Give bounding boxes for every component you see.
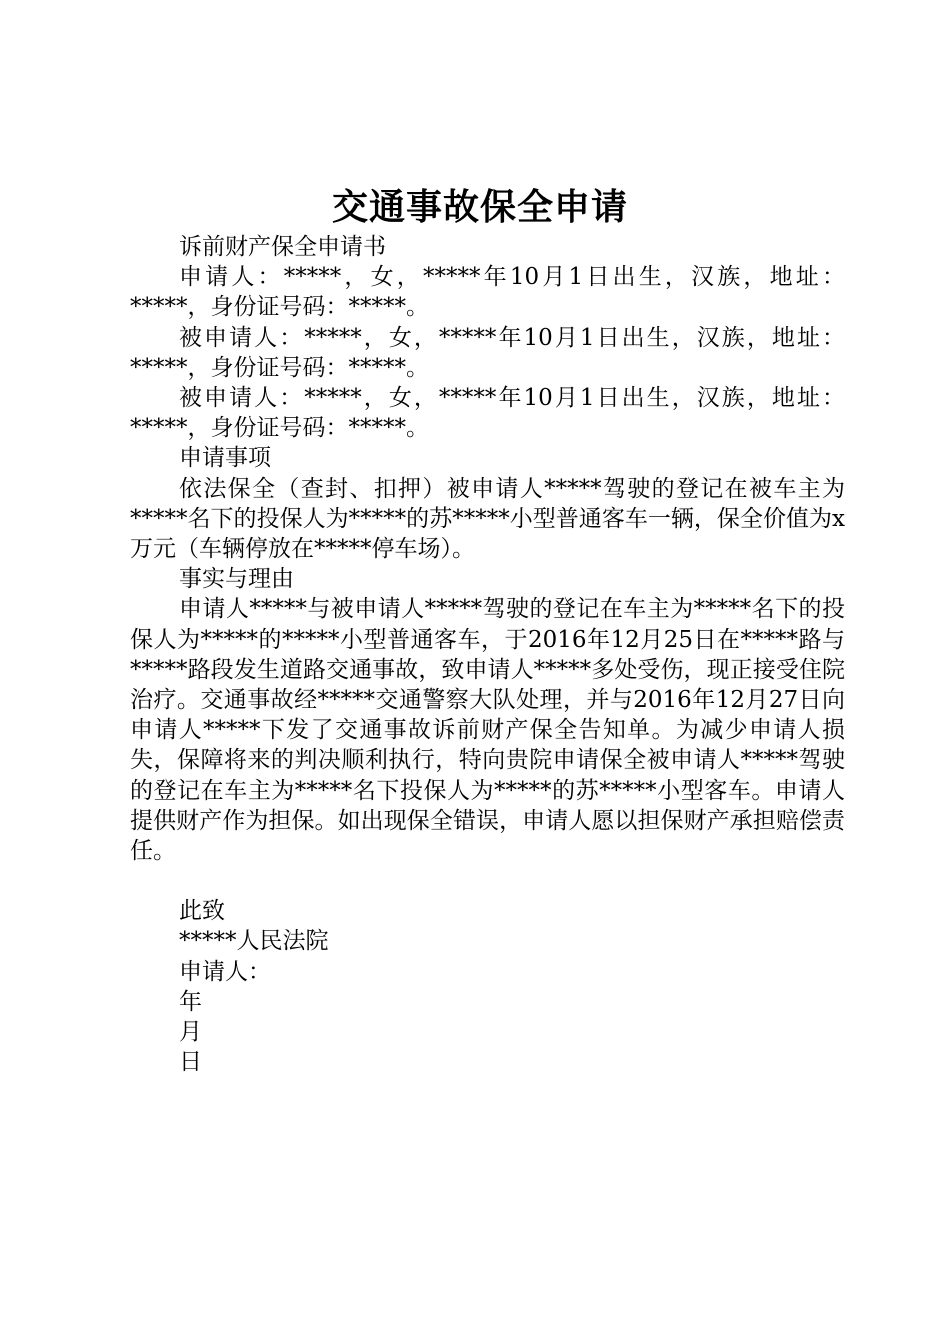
closing-court: *****人民法院 bbox=[179, 928, 329, 955]
closing-signer: 申请人： bbox=[179, 958, 271, 985]
matters-paragraph: 依法保全（查封、扣押）被申请人*****驾驶的登记在被车主为*****名下的投保人为*****的苏*****小型普通客车一辆，保全价值为x万元（车辆停放在*****停车场）。 bbox=[130, 475, 845, 563]
closing-salutation: 此致 bbox=[179, 898, 225, 925]
spacer bbox=[130, 866, 845, 896]
closing-year: 年 bbox=[179, 988, 202, 1015]
respondent-paragraph-2: 被申请人：*****，女，*****年10月1日出生，汉族，地址：*****，身份证号码：*****。 bbox=[130, 385, 845, 442]
respondent-paragraph-1: 被申请人：*****，女，*****年10月1日出生，汉族，地址：*****，身份证号码：*****。 bbox=[130, 324, 845, 381]
matters-heading: 申请事项 bbox=[179, 445, 271, 472]
closing-month: 月 bbox=[179, 1019, 202, 1046]
applicant-paragraph: 申请人：*****，女，*****年10月1日出生，汉族，地址：*****，身份证号码：*****。 bbox=[130, 264, 845, 321]
document-body bbox=[130, 232, 845, 1077]
document-title: 交通事故保全申请 bbox=[331, 186, 628, 228]
closing-day: 日 bbox=[179, 1049, 202, 1076]
document-subtitle: 诉前财产保全申请书 bbox=[179, 234, 386, 260]
facts-paragraph: 申请人*****与被申请人*****驾驶的登记在车主为*****名下的投保人为*****的*****小型普通客车，于2016年12月25日在*****路与*****路段发生道路交通事故，致申请人*****多处受伤，现正接受住院治疗。交通事故经*****交通警察大队处理，并与2016年12月27日向申请人*****下发了交通事故诉前财产保全告知单。为减少申请人损失，保障将来的判决顺利执行，特向贵院申请保全被申请人*****驾驶的登记在车主为*****名下投保人为*****的苏*****小型客车。申请人提供财产作为担保。如出现保全错误，申请人愿以担保财产承担赔偿责任。 bbox=[130, 596, 845, 865]
facts-heading: 事实与理由 bbox=[179, 566, 294, 593]
